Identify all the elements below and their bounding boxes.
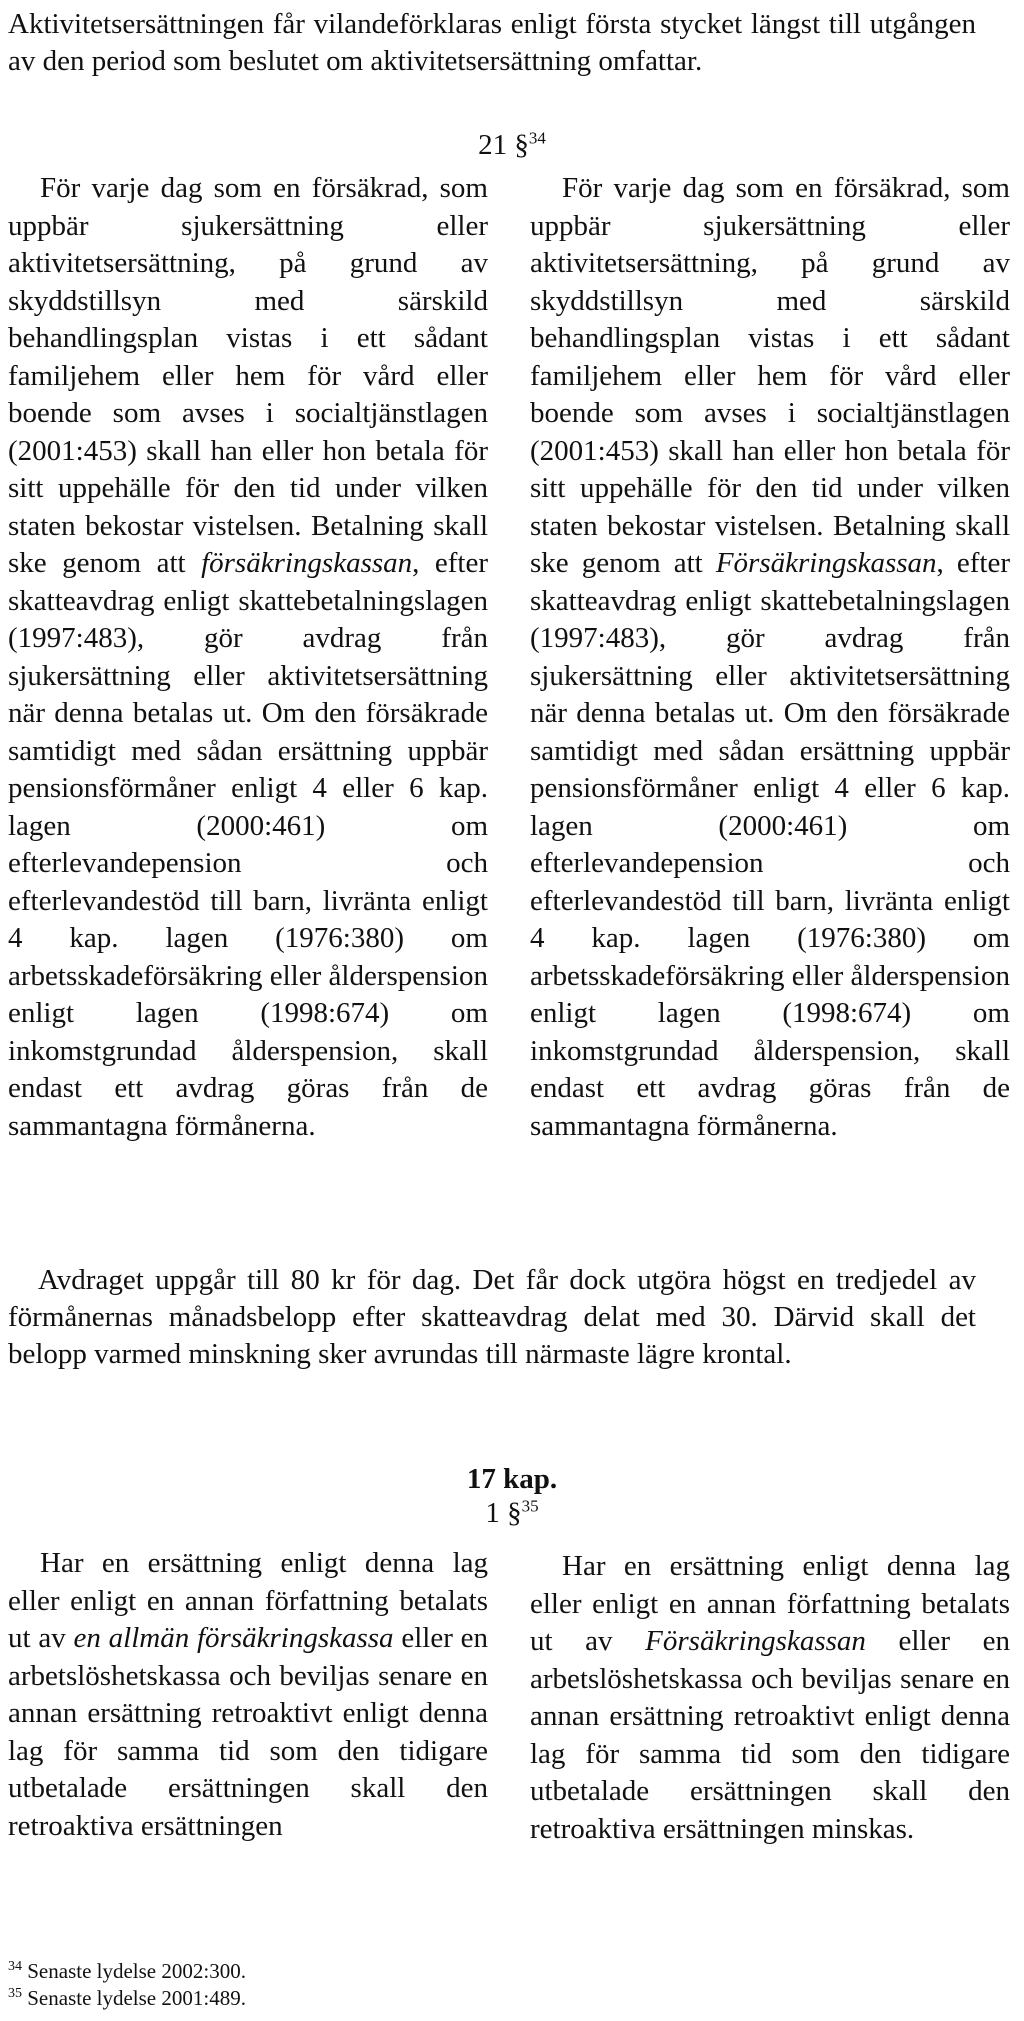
section-21-heading [0, 128, 1024, 162]
section-21-current-text [8, 170, 488, 1145]
section-21-proposed-text [530, 170, 1010, 1145]
section-1-proposed-text [530, 1548, 1010, 1848]
footnote [8, 1985, 246, 2012]
footnote-mark: 35 [8, 1986, 22, 2001]
section-1-heading [0, 1496, 1024, 1530]
footnote-text: Senaste lydelse 2001:489. [27, 1986, 246, 2010]
section-number: 1 § [485, 1497, 522, 1529]
text-run: , efter skatteavdrag enligt skattebetalningslagen (1997:483), gör avdrag från sjukersättning eller aktivitetsersättning när denna betalas ut. Om den försäkrade samtidigt med sådan ersättning uppbär pensionsförmåner enligt 4 eller 6 kap. lagen (2000:461) om efterlevandepension och efterlevandestöd till barn, livränta enligt 4 kap. lagen (1976:380) om arbetsskadeförsäkring eller ålderspension enligt lagen (1998:674) om inkomstgrundad ålderspension, skall endast ett avdrag göras från de sammantagna förmånerna. [8, 547, 488, 1142]
text-run: eller en arbetslöshetskassa och beviljas senare en annan ersättning retroaktivt enligt denna lag för samma tid som den tidigare utbetalade ersättningen skall den retroaktiva ersättningen minskas. [530, 1625, 1010, 1845]
text-run: Har en ersättning enligt denna lag eller enligt en annan författning betalats ut av [8, 1547, 488, 1654]
footnote-ref-35: 35 [521, 1496, 539, 1516]
emphasized-term: Försäkringskassan [715, 547, 937, 579]
text-run: För varje dag som en försäkrad, som uppbär sjukersättning eller aktivitetsersättning, på grund av skyddstillsyn med särskild behandlingsplan vistas i ett sådant familjehem eller hem för vård eller boende som avses i socialtjänstlagen (2001:453) skall han eller hon betala för sitt uppehälle för den tid under vilken staten bekostar vistelsen. Betalning skall ske genom att [530, 172, 1010, 579]
text-run: eller en arbetslöshetskassa och beviljas senare en annan ersättning retroaktivt enligt denna lag för samma tid som den tidigare utbetalade ersättningen skall den retroaktiva ersättningen [8, 1622, 489, 1842]
footnotes [8, 1958, 246, 2012]
emphasized-term: försäkringskassan [201, 547, 413, 579]
text-run: , efter skatteavdrag enligt skattebetalningslagen (1997:483), gör avdrag från sjukersättning eller aktivitetsersättning när denna betalas ut. Om den försäkrade samtidigt med sådan ersättning uppbär pensionsförmåner enligt 4 eller 6 kap. lagen (2000:461) om efterlevandepension och efterlevandestöd till barn, livränta enligt 4 kap. lagen (1976:380) om arbetsskadeförsäkring eller ålderspension enligt lagen (1998:674) om inkomstgrundad ålderspension, skall endast ett avdrag göras från de sammantagna förmånerna. [530, 547, 1010, 1142]
deduction-paragraph: Avdraget uppgår till 80 kr för dag. Det får dock utgöra högst en tredjedel av förmånernas månadsbelopp efter skatteavdrag delat med 30. Därvid skall det belopp varmed minskning sker avrundas till närmaste lägre krontal. [8, 1264, 976, 1370]
footnote-mark: 34 [8, 1959, 22, 1974]
footnote [8, 1958, 246, 1985]
footnote-ref-34: 34 [528, 128, 546, 148]
text-run: Har en ersättning enligt denna lag eller enligt en annan författning betalats ut av [530, 1550, 1010, 1657]
intro-paragraph: Aktivitetsersättningen får vilandeförklaras enligt första stycket längst till utgången av den period som beslutet om aktivitetsersättning omfattar. [8, 8, 976, 77]
chapter-17-heading: 17 kap. [466, 1463, 558, 1495]
text-run: För varje dag som en försäkrad, som uppbär sjukersättning eller aktivitetsersättning, på grund av skyddstillsyn med särskild behandlingsplan vistas i ett sådant familjehem eller hem för vård eller boende som avses i socialtjänstlagen (2001:453) skall han eller hon betala för sitt uppehälle för den tid under vilken staten bekostar vistelsen. Betalning skall ske genom att [8, 172, 488, 579]
section-number: 21 § [478, 129, 529, 161]
emphasized-term: en allmän försäkringskassa [73, 1622, 394, 1654]
emphasized-term: Försäkringskassan [645, 1625, 866, 1657]
section-1-current-text [8, 1545, 488, 1845]
footnote-text: Senaste lydelse 2002:300. [27, 1959, 246, 1983]
